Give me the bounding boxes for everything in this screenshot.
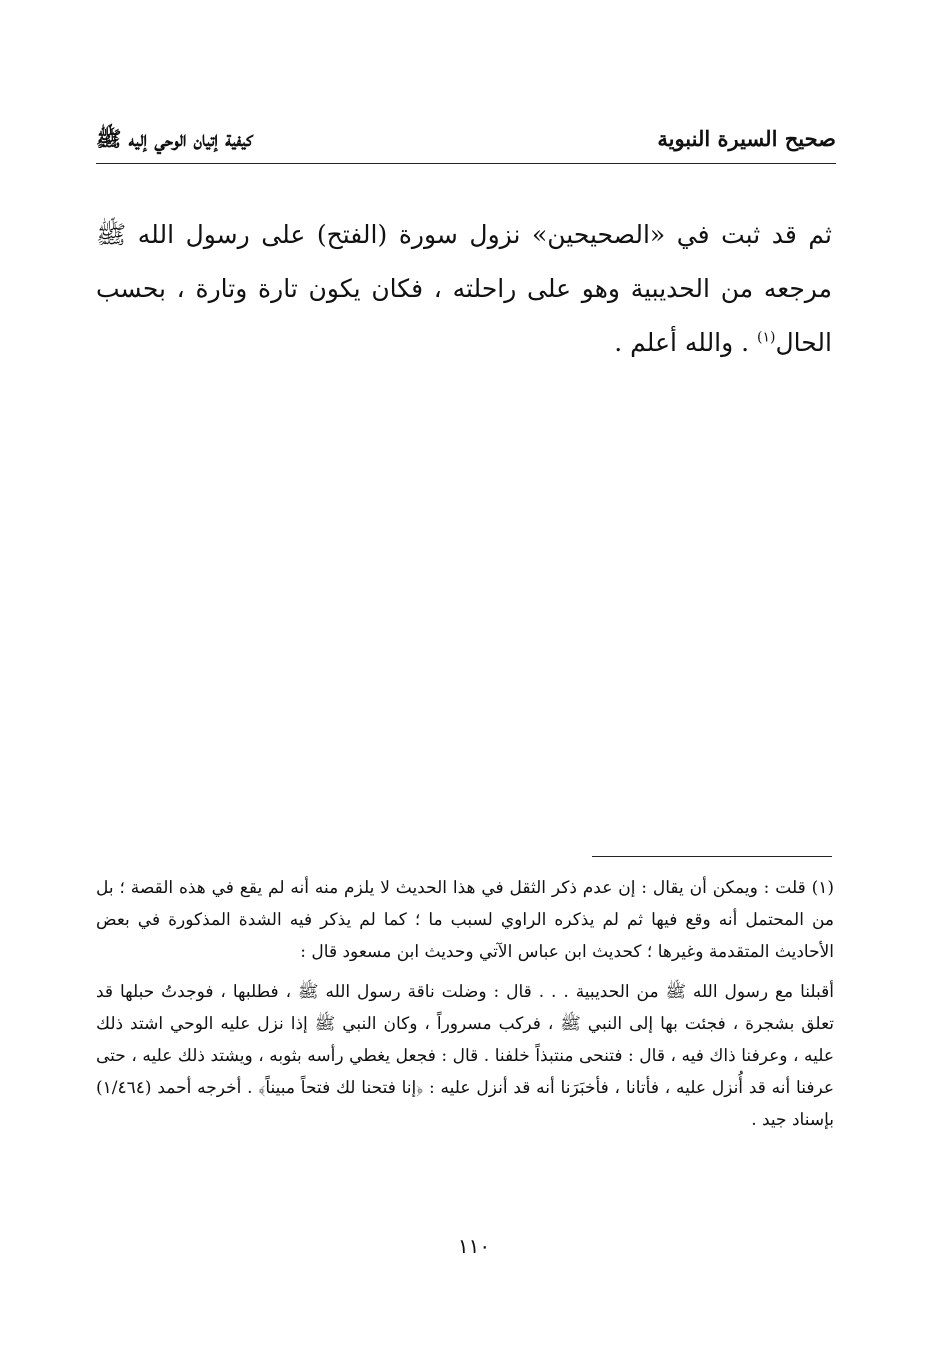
book-title: صحيح السيرة النبوية xyxy=(657,126,836,151)
footnote-1-quote: أقبلنا مع رسول الله ﷺ من الحديبية . . . قال : وضلت ناقة رسول الله ﷺ ، فطلبها ، فوجدتُ حبلها قد تعلق بشجرة ، فجئت بها إلى النبي ﷺ ، فركب مسروراً ، وكان النبي ﷺ إذا نزل عليه الوحي اشتد ذلك عليه ، وعرفنا ذاك فيه ، قال : فتنحى منتبذاً خلفنا . قال : فجعل يغطي رأسه بثوبه ، ويشتد ذلك عليه ، حتى عرفنا أنه قد أُنزل عليه ، فأتانا ، فأخبَرَنا أنه قد أنزل عليه : ﴿إنا فتحنا لك فتحاً مبيناً﴾ . أخرجه أحمد (١/٤٦٤) بإسناد جيد . xyxy=(96,982,834,1130)
main-paragraph xyxy=(96,208,832,370)
running-header xyxy=(96,118,836,162)
footnote-reference[interactable]: (١) xyxy=(757,329,776,346)
main-paragraph-text-2: . والله أعلم . xyxy=(614,328,758,357)
main-paragraph-text-1: ثم قد ثبت في «الصحيحين» نزول سورة (الفتح) على رسول الله ﷺ مرجعه من الحديبية وهو على راحلته ، فكان يكون تارة وتارة ، بحسب الحال xyxy=(96,220,832,357)
main-body xyxy=(96,208,832,370)
page-number: ١١٠ xyxy=(457,1234,491,1258)
footnote-1-text: (١) قلت : ويمكن أن يقال : إن عدم ذكر الثقل في هذا الحديث لا يلزم منه أنه لم يقع في هذه القصة ؛ بل من المحتمل أنه وقع فيها ثم لم يذكره الراوي لسبب ما ؛ كما لم يذكر فيه الشدة المذكورة في بعض الأحاديث المتقدمة وغيرها ؛ كحديث ابن عباس الآتي وحديث ابن مسعود قال : xyxy=(96,878,834,962)
chapter-title: كيفية إتيان الوحي إليه ﷺ xyxy=(96,126,253,151)
header-divider xyxy=(96,163,836,164)
footnote-divider xyxy=(592,856,832,857)
footnotes-section xyxy=(96,872,834,1136)
